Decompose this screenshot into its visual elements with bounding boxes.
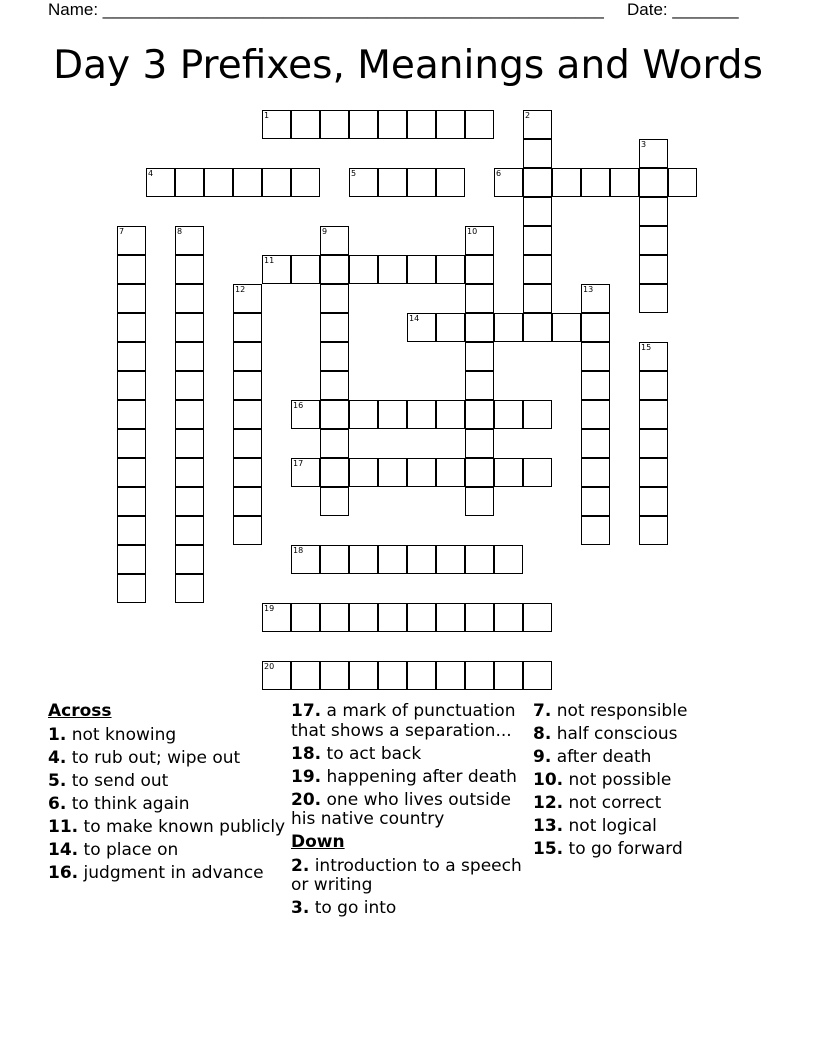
grid-cell[interactable] [494, 313, 523, 342]
clue-text: to act back [321, 743, 422, 764]
grid-cell[interactable] [117, 400, 146, 429]
clue-number: 2. [291, 855, 310, 876]
grid-cell[interactable] [407, 545, 436, 574]
clue-number: 12. [533, 793, 564, 813]
grid-cell[interactable] [175, 574, 204, 603]
clue-number: 1. [48, 724, 67, 745]
grid-cell[interactable] [291, 661, 320, 690]
grid-cell[interactable] [175, 458, 204, 487]
grid-cell[interactable] [349, 603, 378, 632]
grid-cell[interactable] [378, 458, 407, 487]
grid-cell[interactable] [465, 458, 494, 487]
grid-cell[interactable] [262, 255, 291, 284]
grid-cell[interactable] [233, 342, 262, 371]
grid-cell[interactable] [175, 400, 204, 429]
grid-cell[interactable] [378, 110, 407, 139]
grid-cell[interactable] [349, 545, 378, 574]
grid-cell[interactable] [320, 603, 349, 632]
clue-item [291, 857, 529, 896]
grid-cell[interactable] [639, 284, 668, 313]
grid-cell[interactable] [262, 168, 291, 197]
clue-number: 9 [322, 227, 328, 236]
clue-number: 18 [293, 546, 304, 555]
grid-cell[interactable] [175, 168, 204, 197]
grid-cell[interactable] [494, 661, 523, 690]
grid-cell[interactable] [233, 313, 262, 342]
grid-cell[interactable] [407, 400, 436, 429]
clue-number: 19. [291, 766, 322, 787]
clue-item [48, 841, 288, 861]
clue-item [48, 795, 288, 815]
grid-cell[interactable] [233, 371, 262, 400]
grid-cell[interactable] [436, 313, 465, 342]
grid-cell[interactable] [436, 255, 465, 284]
grid-cell[interactable] [117, 342, 146, 371]
grid-cell[interactable] [117, 429, 146, 458]
page-title: Day 3 Prefixes, Meanings and Words [53, 43, 763, 88]
clue-text: happening after death [321, 766, 517, 787]
grid-cell[interactable] [117, 545, 146, 574]
grid-cell[interactable] [436, 458, 465, 487]
grid-cell[interactable] [465, 110, 494, 139]
clue-item [533, 725, 763, 745]
grid-cell[interactable] [465, 371, 494, 400]
clues-column-2 [291, 702, 529, 922]
grid-cell[interactable] [668, 168, 697, 197]
clue-text: not possible [563, 770, 672, 790]
grid-cell[interactable] [291, 110, 320, 139]
grid-cell[interactable] [465, 226, 494, 255]
grid-cell[interactable] [320, 545, 349, 574]
grid-cell[interactable] [581, 342, 610, 371]
grid-cell[interactable] [175, 487, 204, 516]
clue-text: after death [551, 747, 652, 767]
grid-cell[interactable] [320, 110, 349, 139]
grid-cell[interactable] [639, 400, 668, 429]
grid-cell[interactable] [117, 458, 146, 487]
grid-cell[interactable] [320, 400, 349, 429]
clue-number: 13. [533, 816, 564, 836]
grid-cell[interactable] [262, 603, 291, 632]
clue-number: 20. [291, 789, 322, 810]
grid-cell[interactable] [581, 371, 610, 400]
clue-number: 18. [291, 743, 322, 764]
grid-cell[interactable] [407, 168, 436, 197]
grid-cell[interactable] [349, 400, 378, 429]
grid-cell[interactable] [117, 284, 146, 313]
grid-cell[interactable] [639, 487, 668, 516]
grid-cell[interactable] [639, 197, 668, 226]
clue-item [533, 840, 763, 860]
grid-cell[interactable] [407, 110, 436, 139]
grid-cell[interactable] [320, 255, 349, 284]
clue-number: 7. [533, 701, 552, 721]
grid-cell[interactable] [233, 429, 262, 458]
clue-text: not correct [563, 793, 662, 813]
grid-cell[interactable] [523, 255, 552, 284]
grid-cell[interactable] [581, 284, 610, 313]
grid-cell[interactable] [523, 458, 552, 487]
grid-cell[interactable] [291, 400, 320, 429]
grid-cell[interactable] [494, 458, 523, 487]
grid-cell[interactable] [117, 226, 146, 255]
clue-text: to go forward [563, 839, 683, 859]
grid-cell[interactable] [494, 545, 523, 574]
clue-number: 14. [48, 839, 79, 860]
clue-number: 11 [264, 256, 275, 265]
clue-number: 3. [291, 898, 310, 918]
clue-text: to send out [66, 770, 169, 791]
grid-cell[interactable] [407, 458, 436, 487]
grid-cell[interactable] [581, 429, 610, 458]
grid-cell[interactable] [523, 313, 552, 342]
grid-cell[interactable] [639, 255, 668, 284]
grid-cell[interactable] [581, 516, 610, 545]
grid-cell[interactable] [175, 226, 204, 255]
grid-cell[interactable] [349, 168, 378, 197]
grid-cell[interactable] [233, 400, 262, 429]
grid-cell[interactable] [175, 313, 204, 342]
across-heading: Across [48, 701, 112, 721]
grid-cell[interactable] [117, 516, 146, 545]
clue-number: 8 [177, 227, 183, 236]
clue-item [291, 702, 529, 741]
clue-item [291, 745, 529, 765]
clue-text: to think again [66, 793, 190, 814]
grid-cell[interactable] [320, 284, 349, 313]
grid-cell[interactable] [465, 400, 494, 429]
clue-item [291, 899, 529, 919]
grid-cell[interactable] [117, 371, 146, 400]
grid-cell[interactable] [175, 429, 204, 458]
clues-column-1 [48, 702, 288, 887]
grid-cell[interactable] [175, 516, 204, 545]
grid-cell[interactable] [233, 516, 262, 545]
clue-item [291, 768, 529, 788]
clue-number: 4 [148, 169, 154, 178]
grid-cell[interactable] [378, 661, 407, 690]
clue-item [533, 794, 763, 814]
grid-cell[interactable] [407, 255, 436, 284]
clue-number: 8. [533, 724, 552, 744]
clue-number: 6 [496, 169, 502, 178]
grid-cell[interactable] [146, 168, 175, 197]
clue-item [48, 818, 288, 838]
clue-text: to make known publicly [78, 816, 286, 837]
clue-text: not responsible [551, 701, 688, 721]
grid-cell[interactable] [320, 226, 349, 255]
grid-cell[interactable] [291, 603, 320, 632]
clue-text: half conscious [551, 724, 678, 744]
grid-cell[interactable] [523, 110, 552, 139]
grid-cell[interactable] [523, 661, 552, 690]
grid-cell[interactable] [436, 168, 465, 197]
grid-cell[interactable] [436, 661, 465, 690]
grid-cell[interactable] [465, 545, 494, 574]
grid-cell[interactable] [378, 168, 407, 197]
grid-cell[interactable] [407, 313, 436, 342]
grid-cell[interactable] [117, 313, 146, 342]
grid-cell[interactable] [291, 168, 320, 197]
grid-cell[interactable] [494, 603, 523, 632]
clue-number: 5. [48, 770, 67, 791]
clue-item [291, 791, 529, 830]
grid-cell[interactable] [639, 429, 668, 458]
grid-cell[interactable] [320, 313, 349, 342]
grid-cell[interactable] [494, 400, 523, 429]
clue-text: to rub out; wipe out [66, 747, 241, 768]
clue-number: 10 [467, 227, 478, 236]
grid-cell[interactable] [523, 400, 552, 429]
grid-cell[interactable] [465, 342, 494, 371]
clue-number: 5 [351, 169, 357, 178]
grid-cell[interactable] [494, 168, 523, 197]
clue-number: 3 [641, 140, 647, 149]
grid-cell[interactable] [117, 574, 146, 603]
grid-cell[interactable] [465, 603, 494, 632]
grid-cell[interactable] [581, 458, 610, 487]
grid-cell[interactable] [523, 168, 552, 197]
clue-text: introduction to a speech or writing [291, 855, 522, 895]
grid-cell[interactable] [436, 110, 465, 139]
grid-cell[interactable] [349, 110, 378, 139]
clue-item [533, 817, 763, 837]
grid-cell[interactable] [523, 284, 552, 313]
grid-cell[interactable] [581, 313, 610, 342]
grid-cell[interactable] [233, 284, 262, 313]
grid-cell[interactable] [581, 487, 610, 516]
grid-cell[interactable] [320, 458, 349, 487]
clue-number: 12 [235, 285, 246, 294]
grid-cell[interactable] [465, 284, 494, 313]
grid-cell[interactable] [349, 255, 378, 284]
grid-cell[interactable] [610, 168, 639, 197]
grid-cell[interactable] [349, 661, 378, 690]
clue-item [48, 772, 288, 792]
grid-cell[interactable] [262, 110, 291, 139]
clue-text: a mark of punctuation that shows a separation... [291, 701, 516, 741]
grid-cell[interactable] [233, 458, 262, 487]
grid-cell[interactable] [581, 400, 610, 429]
clue-number: 2 [525, 111, 531, 120]
down-heading: Down [291, 832, 345, 852]
grid-cell[interactable] [465, 661, 494, 690]
grid-cell[interactable] [465, 487, 494, 516]
clue-text: to go into [309, 898, 397, 918]
name-field: Name: _____________________________________________________ [48, 0, 604, 19]
clue-text: not logical [563, 816, 657, 836]
grid-cell[interactable] [291, 545, 320, 574]
grid-cell[interactable] [175, 545, 204, 574]
grid-cell[interactable] [407, 661, 436, 690]
clue-number: 17 [293, 459, 304, 468]
clue-text: judgment in advance [78, 862, 264, 883]
grid-cell[interactable] [552, 168, 581, 197]
grid-cell[interactable] [523, 226, 552, 255]
grid-cell[interactable] [117, 255, 146, 284]
grid-cell[interactable] [175, 371, 204, 400]
grid-cell[interactable] [523, 197, 552, 226]
grid-cell[interactable] [436, 603, 465, 632]
grid-cell[interactable] [117, 487, 146, 516]
clue-number: 1 [264, 111, 270, 120]
clue-number: 14 [409, 314, 420, 323]
grid-cell[interactable] [523, 603, 552, 632]
clue-number: 19 [264, 604, 275, 613]
grid-cell[interactable] [349, 458, 378, 487]
clue-number: 16. [48, 862, 79, 883]
clue-item [48, 726, 288, 746]
grid-cell[interactable] [320, 371, 349, 400]
clue-text: not knowing [66, 724, 177, 745]
grid-cell[interactable] [436, 545, 465, 574]
clue-number: 20 [264, 662, 275, 671]
clue-number: 6. [48, 793, 67, 814]
grid-cell[interactable] [204, 168, 233, 197]
clue-item [533, 702, 763, 722]
grid-cell[interactable] [175, 255, 204, 284]
clue-item [48, 864, 288, 884]
grid-cell[interactable] [378, 603, 407, 632]
grid-cell[interactable] [465, 313, 494, 342]
grid-cell[interactable] [552, 313, 581, 342]
grid-cell[interactable] [320, 661, 349, 690]
grid-cell[interactable] [262, 661, 291, 690]
grid-cell[interactable] [291, 255, 320, 284]
grid-cell[interactable] [436, 400, 465, 429]
clue-item [48, 749, 288, 769]
grid-cell[interactable] [378, 545, 407, 574]
grid-cell[interactable] [639, 342, 668, 371]
grid-cell[interactable] [407, 603, 436, 632]
grid-cell[interactable] [175, 342, 204, 371]
clue-text: to place on [78, 839, 179, 860]
clue-number: 13 [583, 285, 594, 294]
grid-cell[interactable] [639, 168, 668, 197]
grid-cell[interactable] [378, 400, 407, 429]
clue-number: 11. [48, 816, 79, 837]
date-field: Date: _______ [627, 0, 739, 19]
clue-number: 7 [119, 227, 125, 236]
grid-cell[interactable] [639, 458, 668, 487]
grid-cell[interactable] [175, 284, 204, 313]
clue-text: one who lives outside his native country [291, 789, 511, 829]
grid-cell[interactable] [581, 168, 610, 197]
clue-number: 17. [291, 701, 322, 721]
grid-cell[interactable] [465, 255, 494, 284]
grid-cell[interactable] [320, 429, 349, 458]
grid-cell[interactable] [320, 487, 349, 516]
grid-cell[interactable] [639, 371, 668, 400]
clue-item [533, 748, 763, 768]
grid-cell[interactable] [639, 226, 668, 255]
grid-cell[interactable] [320, 342, 349, 371]
clue-number: 9. [533, 747, 552, 767]
clue-number: 15 [641, 343, 652, 352]
grid-cell[interactable] [465, 429, 494, 458]
grid-cell[interactable] [291, 458, 320, 487]
clues-column-3 [533, 702, 763, 863]
clue-item [533, 771, 763, 791]
grid-cell[interactable] [233, 168, 262, 197]
clue-number: 16 [293, 401, 304, 410]
clue-number: 10. [533, 770, 564, 790]
clue-number: 4. [48, 747, 67, 768]
grid-cell[interactable] [378, 255, 407, 284]
grid-cell[interactable] [639, 516, 668, 545]
grid-cell[interactable] [639, 139, 668, 168]
grid-cell[interactable] [523, 139, 552, 168]
grid-cell[interactable] [233, 487, 262, 516]
clue-number: 15. [533, 839, 564, 859]
